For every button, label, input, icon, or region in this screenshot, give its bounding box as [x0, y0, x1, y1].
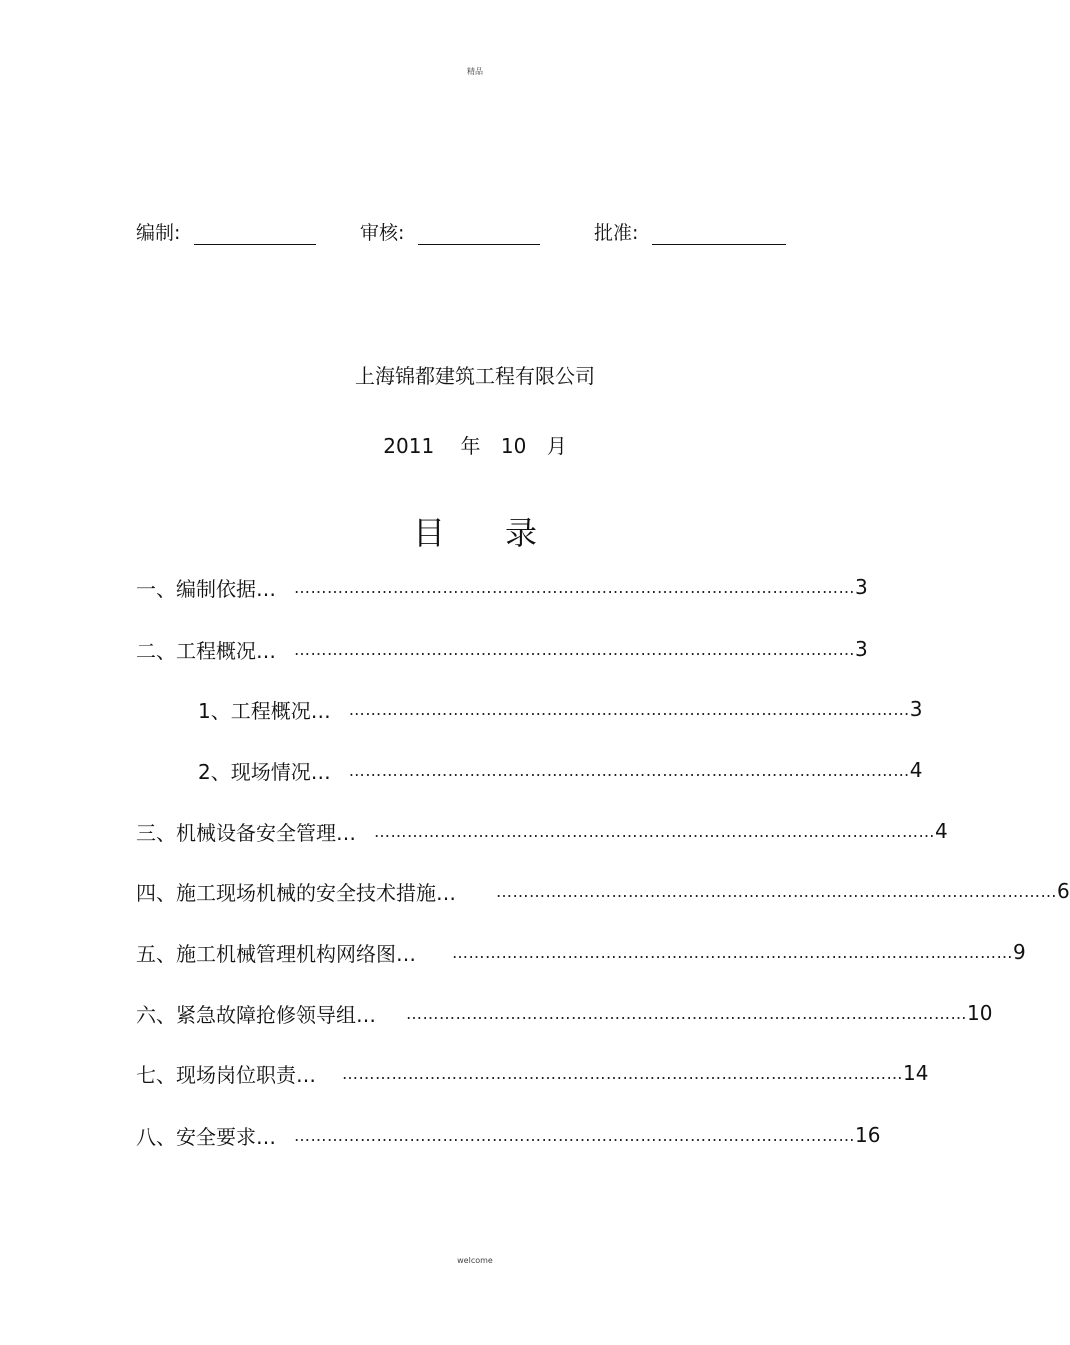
toc-entry-label: 二、工程概况…	[136, 638, 276, 663]
toc-leader-dots: …………………………………………………………………………………………	[348, 699, 910, 719]
toc-entry-page: 10	[967, 1001, 993, 1025]
toc-leader-dots: …………………………………………………………………………………………	[294, 639, 855, 659]
toc-leader-dots: …………………………………………………………………………………………	[406, 1003, 967, 1023]
footer-watermark: welcome	[457, 1256, 493, 1265]
toc-entry-page: 14	[903, 1061, 929, 1085]
company-name: 上海锦都建筑工程有限公司	[355, 364, 595, 388]
review-line	[418, 222, 540, 245]
toc-entry-page: 16	[855, 1123, 881, 1147]
toc-entry-page: 6	[1057, 879, 1070, 903]
toc-title	[0, 508, 950, 554]
toc-subentry[interactable]	[198, 694, 923, 724]
toc-entry-page: 3	[855, 637, 868, 661]
toc-leader-dots: …………………………………………………………………………………………	[348, 760, 910, 780]
toc-title-right: 录	[505, 514, 538, 552]
review-label: 审核:	[360, 222, 405, 244]
document-date	[0, 430, 950, 459]
toc-entry-label: 四、施工现场机械的安全技术措施…	[136, 880, 456, 905]
toc-entry-label: 三、机械设备安全管理…	[136, 820, 356, 845]
toc-entry-label: 七、现场岗位职责…	[136, 1062, 316, 1087]
toc-entry[interactable]	[136, 572, 868, 602]
toc-leader-dots: …………………………………………………………………………………………	[294, 1125, 855, 1145]
toc-leader-dots: …………………………………………………………………………………………	[294, 577, 855, 597]
toc-entry[interactable]	[136, 816, 948, 846]
toc-entry-label: 六、紧急故障抢修领导组…	[136, 1002, 376, 1027]
date-month-unit: 月	[546, 434, 567, 458]
toc-entry[interactable]	[136, 634, 868, 664]
toc-entry-label: 2、现场情况…	[198, 759, 331, 784]
toc-entry-page: 3	[909, 697, 923, 721]
header-watermark: 精品	[467, 67, 483, 76]
approve-label: 批准:	[594, 222, 639, 244]
toc-entry[interactable]	[136, 937, 1026, 967]
date-month: 10	[500, 434, 527, 458]
toc-entry-label: 一、编制依据…	[136, 576, 276, 601]
signature-row	[136, 218, 836, 248]
toc-entry-label: 1、工程概况…	[198, 698, 331, 723]
toc-leader-dots: …………………………………………………………………………………………	[342, 1063, 903, 1083]
approve-line	[652, 222, 786, 245]
approve-signature	[594, 218, 786, 245]
toc-entry[interactable]	[136, 998, 993, 1028]
compile-label: 编制:	[136, 222, 181, 244]
toc-leader-dots: …………………………………………………………………………………………	[496, 881, 1057, 901]
toc-leader-dots: …………………………………………………………………………………………	[374, 821, 935, 841]
date-year: 2011	[383, 434, 435, 458]
date-year-unit: 年	[460, 434, 481, 458]
toc-entry-page: 4	[909, 758, 923, 782]
toc-entry-page: 9	[1013, 940, 1026, 964]
toc-entry-page: 3	[855, 575, 868, 599]
toc-subentry[interactable]	[198, 755, 923, 785]
toc-entry-label: 八、安全要求…	[136, 1124, 276, 1149]
toc-entry[interactable]	[136, 876, 1070, 906]
review-signature	[360, 218, 540, 245]
toc-title-left: 目	[412, 514, 445, 552]
toc-entry-label: 五、施工机械管理机构网络图…	[136, 941, 416, 966]
toc-entry-page: 4	[935, 819, 948, 843]
compile-line	[194, 222, 316, 245]
toc-entry[interactable]	[136, 1120, 881, 1150]
toc-leader-dots: …………………………………………………………………………………………	[452, 942, 1013, 962]
toc-entry[interactable]	[136, 1058, 929, 1088]
compile-signature	[136, 218, 316, 245]
